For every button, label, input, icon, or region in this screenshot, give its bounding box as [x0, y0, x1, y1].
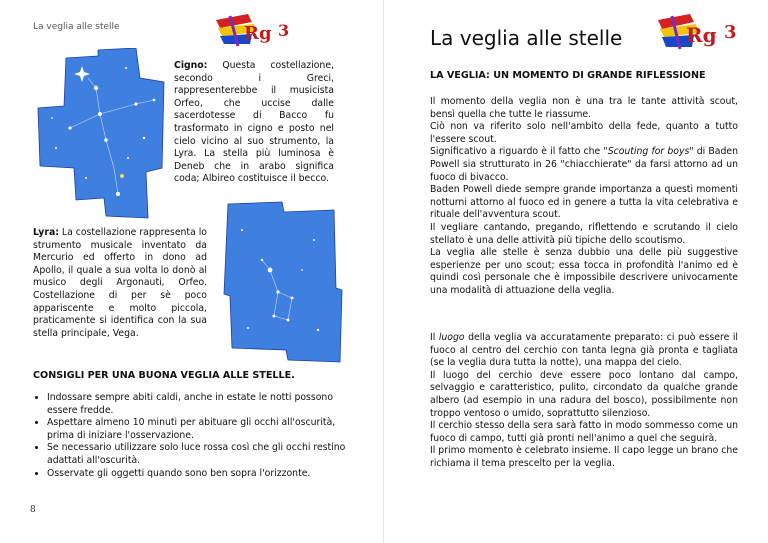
rg3-logo — [650, 12, 768, 52]
book-title: "Scouting for boys" — [603, 146, 694, 158]
tip-item: • Osservate gli oggetti quando sono ben sopra l'orizzonte. — [47, 468, 352, 481]
svg-text:3: 3 — [278, 21, 290, 40]
running-head: La veglia alle stelle — [33, 22, 120, 32]
text-line: Baden Powell diede sempre grande importanza a questi momenti notturni attorno al fuoco ed in genere a tutta la vita celebrativa e rituale dell'avventura scout. — [430, 184, 738, 221]
text-line: Il cerchio stesso della sera sarà fatto in modo sommesso come un fuoco di campo, tutti già pronti nell'animo a quel che seguirà. — [430, 420, 738, 444]
text-line: Il luogo della veglia va accuratamente preparato: ci può essere il fuoco al centro del cerchio con tanta legna già pronta e tagliata (se la veglia dura tutta la notte), una mappa del cielo. — [430, 332, 739, 369]
text-line: Ciò non va riferito solo nell'ambito della fede, quanto a tutto l'essere scout. — [430, 121, 738, 145]
text-line: Significativo a riguardo è il fatto che "Scouting for boys" di Baden Powell sia strutturato in 26 "chiacchierate" da farsi attorno ad un fuoco di bivacco. — [430, 146, 739, 183]
rg3-logo — [208, 12, 326, 48]
place-paragraph — [430, 332, 738, 471]
lyra-text: La costellazione rappresenta lo strumento musicale inventato da Mercurio ed offerto in dono ad Apollo, il quale a sua volta lo donò al musico degli Argonauti, Orfeo. Costellazione di per sè poco appariscente e molto piccola, praticamente si identifica con la sua stella principale, Vega. — [33, 227, 207, 339]
tip-item: • Se necessario utilizzare solo luce rossa così che gli occhi restino adattati all'oscurità. — [47, 442, 352, 467]
intro-paragraph — [430, 96, 738, 298]
emphasis-word: luogo — [438, 332, 465, 343]
cygnus-term: Cigno: — [174, 60, 208, 71]
tip-item: • Aspettare almeno 10 minuti per abituare gli occhi all'oscurità, prima di iniziare l'osservazione. — [47, 417, 352, 442]
svg-text:3: 3 — [724, 22, 737, 43]
svg-text:Rg: Rg — [244, 23, 272, 44]
cygnus-description — [174, 60, 334, 186]
text-line: Il primo momento è celebrato insieme. Il capo legge un brano che richiama il tema prescelto per la veglia. — [430, 445, 738, 469]
tips-heading: CONSIGLI PER UNA BUONA VEGLIA ALLE STELLE. — [33, 370, 295, 381]
right-page — [384, 0, 768, 543]
cygnus-star-map — [36, 48, 166, 220]
section-heading: LA VEGLIA: UN MOMENTO DI GRANDE RIFLESSIONE — [430, 70, 706, 81]
text-line: Il vegliare cantando, pregando, riflettendo e scrutando il cielo stellato è una delle attività più tipiche dello scoutismo. — [430, 221, 738, 246]
tip-item: • Indossare sempre abiti caldi, anche in estate le notti possono essere fredde. — [47, 392, 352, 417]
text-line: Il luogo del cerchio deve essere poco lontano dal campo, selvaggio e caratteristico, pulito, circondato da qualche grande albero (ad esempio in una radura del bosco), possibilmente non troppo ventoso o umido, soprattutto silenzioso. — [430, 369, 738, 419]
svg-text:Rg: Rg — [686, 23, 717, 47]
page-number: 8 — [30, 505, 36, 515]
text-line: La veglia alle stelle è senza dubbio una delle più suggestive esperienze per uno scout; essa tocca in profondità l'animo ed è quindi così personale che è impossibile descrivere univocamente una modalità di attuazione della veglia. — [430, 247, 738, 296]
page-title: La veglia alle stelle — [430, 26, 623, 50]
lyra-term: Lyra: — [33, 227, 59, 238]
lyra-description — [33, 227, 207, 340]
text-line: Il momento della veglia non è una tra le tante attività scout, bensì quella che tutte le riassume. — [430, 96, 738, 120]
tips-list — [33, 392, 352, 480]
cygnus-text: Questa costellazione, secondo i Greci, rappresenterebbe il musicista Orfeo, che uccise dalle sacerdotesse di Bacco fu trasformato in cigno e posto nel cielo vicino al suo strumento, la Lyra. La stella più luminosa è Deneb che in arabo significa coda; Albireo costituisce il becco. — [174, 60, 334, 185]
lyra-star-map — [218, 200, 344, 364]
